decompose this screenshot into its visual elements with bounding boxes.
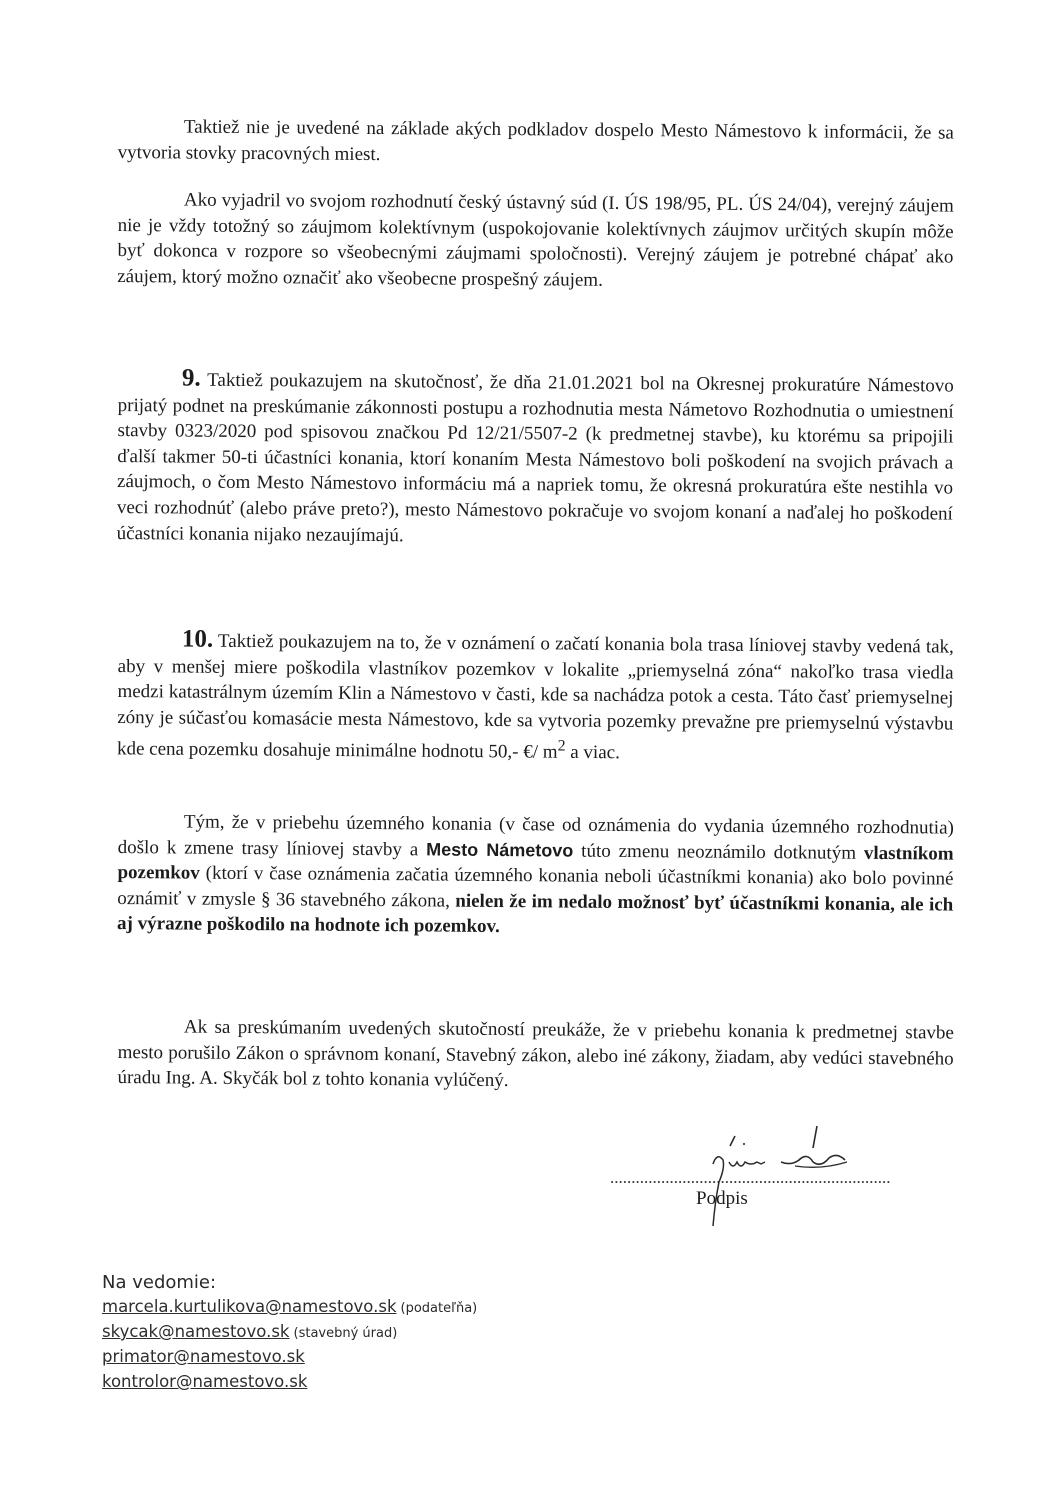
email-link[interactable]: marcela.kurtulikova@namestovo.sk: [102, 1297, 397, 1316]
paragraph-body: [117, 809, 954, 944]
text-segment: Tým, že v priebehu územného konania (v čase od oznámenia do vydania územného rozhodnutia) došlo k zmene trasy líniovej stavby a: [117, 811, 954, 861]
recipient-note: (stavebný úrad): [293, 1326, 398, 1341]
bold-text-conclusion: nielen že im nedalo možnosť byť účastníkmi konania, ale ich aj výrazne poškodilo na hodnote ich pozemkov.: [117, 890, 954, 938]
paragraph-text: Taktiež nie je uvedené na základe akých podkladov dospelo Mesto Námestovo k informácii, že sa vytvoria stovky pracovných miest.: [117, 116, 954, 165]
signature-label: Podpis: [696, 1188, 748, 1209]
paragraph-text: Ako vyjadril vo svojom rozhodnutí český ústavný súd (I. ÚS 198/95, PL. ÚS 24/04), verejný záujem nie je vždy totožný so záujmom kolektívnym (uspokojovanie kolektívnych záujmov určitých skupín môže byť dokonca v rozpore so všeobecnými záujmami spoločnosti). Verejný záujem je potrebné chápať ako záujem, ktorý možno označiť ako všeobecne prospešný záujem.: [117, 189, 954, 291]
paragraph-route-change: [117, 809, 954, 944]
recipient-note: (podateľňa): [400, 1301, 478, 1316]
superscript: 2: [557, 737, 566, 755]
signature-block: [600, 1118, 890, 1228]
cc-block: [102, 1272, 477, 1397]
bold-text-owners: vlastníkom pozemkov: [117, 842, 954, 884]
signature-line: ..................................................................: [610, 1168, 891, 1187]
bold-text-city: Mesto Námetovo: [426, 839, 574, 861]
text-segment: túto zmenu neoznámilo dotknutým: [573, 840, 865, 864]
point-number: 9.: [181, 364, 201, 392]
paragraph-request: [117, 1014, 954, 1097]
paragraph-text: Taktiež poukazujem na to, že v oznámení o začatí konania bola trasa líniovej stavby vedená tak, aby v menšej miere poškodila vlastníkov pozemkov v lokalite „priemyselná zóna“ nakoľko trasa viedla medzi katastrálnym územím Klin a Námestovo v časti, kde sa nachádza potok a cesta. Táto časť priemyselnej zóny je súčasťou komasácie mesta Námestovo, kde sa vytvoria pozemky prevažne pre priemyselnú výstavbu kde cena pozemku dosahuje minimálne hodnotu 50,- €/ m: [116, 630, 954, 764]
cc-recipient: [102, 1347, 477, 1372]
cc-heading: Na vedomie:: [102, 1272, 217, 1293]
paragraph-point-10: [117, 626, 954, 769]
email-link[interactable]: primator@namestovo.sk: [102, 1347, 305, 1366]
cc-recipient: [102, 1372, 477, 1397]
paragraph-text: Ak sa preskúmaním uvedených skutočností preukáže, že v priebehu konania k predmetnej stavbe mesto porušilo Zákon o správnom konaní, Stavebný zákon, alebo iné zákony, žiadam, aby vedúci stavebného úradu Ing. A. Skyčák bol z tohto konania vylúčený.: [117, 1016, 954, 1092]
paragraph-text-tail: a viac.: [565, 742, 620, 764]
email-link[interactable]: kontrolor@namestovo.sk: [102, 1372, 308, 1391]
email-link[interactable]: skycak@namestovo.sk: [102, 1322, 290, 1341]
paragraph-body: [117, 626, 954, 769]
paragraph-workplaces: [118, 114, 954, 172]
paragraph-public-interest: [117, 187, 954, 296]
cc-recipient: [102, 1297, 477, 1322]
paragraph-text: Taktiež poukazujem na skutočnosť, že dňa 21.01.2021 bol na Okresnej prokuratúre Námestovo prijatý podnet na preskúmanie zákonnosti postupu a rozhodnutia mesta Námetovo Rozhodnutia o umiestnení stavby 0323/2020 pod spisovou značkou Pd 12/21/5507-2 (k predmetnej stavbe), ku ktorému sa pripojili ďalší takmer 50-ti účastníci konania, ktorí konaním Mesta Námestovo boli poškodení na svojich právach a záujmoch, o čom Mesto Námestovo informáciu má a napriek tomu, že okresná prokuratúra ešte nestihla vo veci rozhodnúť (alebo práve preto?), mesto Námestovo pokračuje vo svojom konaní a naďalej ho poškodení účastníci konania nijako nezaujímajú.: [116, 369, 954, 546]
paragraph-body: [117, 365, 954, 553]
text-segment: (ktorí v čase oznámenia začatia územného konania neboli účastníkmi konania) ako bolo povinné oznámiť v zmysle § 36 stavebného zákona,: [117, 862, 954, 912]
paragraph-point-9: [117, 365, 954, 553]
cc-recipient: [102, 1322, 477, 1347]
point-number: 10.: [181, 625, 214, 653]
